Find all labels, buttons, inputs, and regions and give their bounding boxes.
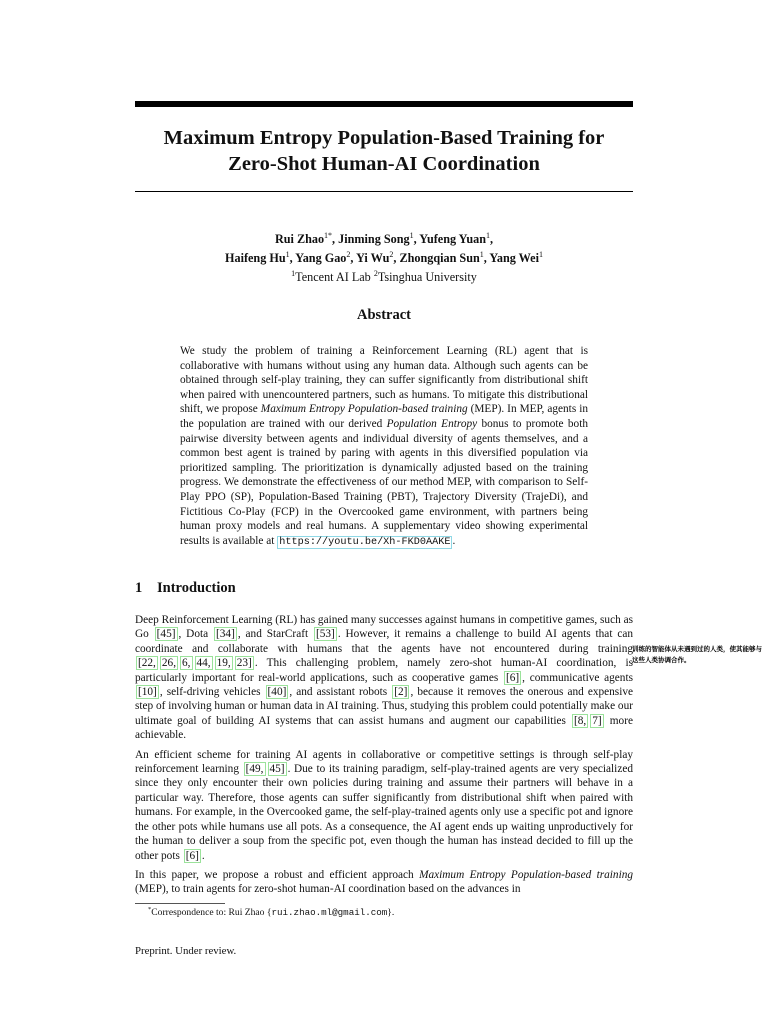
- author-affil-mark: 1*: [324, 231, 333, 240]
- citation-link[interactable]: 23]: [236, 657, 252, 670]
- paper-title: [135, 125, 633, 177]
- paragraph: Deep Reinforcement Learning (RL) has gained many successes against humans in competitive games, such as Go [45] , Dota [34] , and StarCraft [53] . However, it remains a challenge to build AI agents that can coordinate and collaborate with humans that the agents have not encountered during training [22, 26, 6, 44, 19, 23] . This challenging problem, namely zero-shot human-AI coordination, is particularly important for real-world applications, such as cooperative games [6] , communicative agents [10] , self-driving vehicles [40] , and assistant robots [2] , because it removes the onerous and expensive step of involving human or human data in AI training. Thus, studying this problem could potentially make our ultimate goal of building AI systems that can assist humans and augment our capabilities [8, 7] more achievable.: [135, 614, 634, 742]
- footnote-mark: *: [148, 906, 152, 913]
- citation-link[interactable]: [34]: [216, 628, 235, 641]
- author-name: Yi Wu: [356, 251, 390, 266]
- author-name: Haifeng Hu: [225, 251, 286, 266]
- author-name: Jinming Song: [338, 232, 410, 247]
- author-name: Rui Zhao: [274, 232, 325, 247]
- title-line-1: Maximum Entropy Population-Based Training for: [163, 127, 605, 149]
- affiliation: Tsinghua University: [377, 270, 477, 285]
- affiliation: Tencent AI Lab: [295, 270, 371, 285]
- affil-mark: 2: [373, 269, 378, 279]
- intro-body: [135, 613, 633, 902]
- author-line-1: Rui Zhao$^{1*}$, Jinming Song$^1$, Yufeng Yuan$^1$,: [274, 231, 494, 247]
- citation-link[interactable]: 6,: [182, 657, 191, 670]
- paragraph: An efficient scheme for training AI agents in collaborative or competitive settings is through self-play reinforcement learning [49, 45] . Due to its training paradigm, self-play-trained agents are very specialized since they only encounter their own policies during training and assume their partners will behave in a particular way. Therefore, those agents can suffer significantly from distributional shift when paired with humans. For example, in the Overcooked game, the self-play-trained agents only use a specific pot and ignore the other pots while humans use all pots. As a consequence, the AI agent ends up waiting unproductively for the human to deliver a soup from the specific pot, even though the human has instead decided to fill up the other pots [6] .: [135, 748, 634, 862]
- citation-link[interactable]: 45]: [269, 763, 285, 776]
- abstract-body: We study the problem of training a Reinforcement Learning (RL) agent that is collaborative with humans without using any human data. Although such agents can be obtained through self-play training, they can suffer significantly from distributional shift when paired with unencountered partners, such as humans. To mitigate this distributional shift, we propose Maximum Entropy Population-based training (MEP). In MEP, agents in the population are trained with our derived Population Entropy bonus to promote both pairwise diversity between agents and individual diversity of agents themselves, and a common best agent is trained by paring with agents in this diversified population via prioritized sampling. The prioritization is dynamically adjusted based on the training progress. We demonstrate the effectiveness of our method MEP, with comparison to Self-Play PPO (SP), Population-Based Training (PBT), Trajectory Diversity (TrajeDi), and Fictitious Co-Play (FCP) in the Overcooked game environment, with partners being human proxy models and real humans. A supplementary video showing experimental results is available at https://youtu.be/Xh-FKD0AAKE .: [180, 345, 588, 548]
- citation-link[interactable]: [8,: [574, 714, 587, 727]
- paragraph: In this paper, we propose a robust and efficient approach Maximum Entropy Population-based training (MEP), to train agents for zero-shot human-AI coordination based on the advances in: [135, 868, 634, 896]
- author-line-2: Haifeng Hu$^1$, Yang Gao$^2$, Yi Wu$^2$, Zhongqian Sun$^1$, Yang Wei$^1$: [225, 250, 543, 266]
- author-affil-mark: 1: [285, 250, 290, 260]
- footnote-rule: [135, 903, 225, 904]
- preprint-footer: Preprint. Under review.: [135, 945, 237, 957]
- author-affil-mark: 1: [479, 250, 484, 260]
- title-line-2: Zero-Shot Human-AI Coordination: [228, 153, 540, 175]
- email-link[interactable]: rui.zhao.ml@gmail.com: [271, 907, 388, 919]
- footnote: *Correspondence to: Rui Zhao {rui.zhao.ml@gmail.com}.: [148, 906, 395, 919]
- title-top-rule: [135, 101, 633, 107]
- citation-link[interactable]: [45]: [156, 628, 176, 641]
- author-affil-mark: 1: [486, 231, 490, 240]
- author-affil-mark: 2: [389, 250, 394, 260]
- section-title: Introduction: [157, 580, 236, 596]
- section-heading: [135, 580, 236, 597]
- author-name: Yang Gao: [295, 251, 347, 266]
- margin-translation-note: 训练的智能体从未遇到过的人类，使其能够与这些人类协调合作。: [632, 645, 762, 664]
- author-name: Yang Wei: [489, 251, 539, 266]
- citation-link[interactable]: 19,: [216, 657, 231, 670]
- author-name: Yufeng Yuan: [419, 232, 486, 247]
- author-affil-mark: 2: [346, 250, 351, 260]
- citation-link[interactable]: [22,: [138, 657, 156, 670]
- citation-link[interactable]: [49,: [245, 763, 264, 776]
- video-link[interactable]: https://youtu.be/Xh-FKD0AAKE: [279, 536, 451, 548]
- citation-link[interactable]: [6]: [185, 849, 199, 862]
- citation-link[interactable]: [53]: [315, 628, 335, 641]
- citation-link[interactable]: [40]: [267, 686, 287, 699]
- author-block: [135, 228, 633, 285]
- author-name: Zhongqian Sun: [399, 251, 480, 266]
- author-affil-mark: 1: [538, 250, 543, 260]
- citation-link[interactable]: 26,: [161, 657, 177, 670]
- citation-link[interactable]: 7]: [592, 714, 602, 727]
- abstract-heading: Abstract: [357, 307, 411, 323]
- citation-link[interactable]: [10]: [138, 686, 157, 699]
- title-bottom-rule: [135, 191, 633, 192]
- section-number: 1: [135, 580, 143, 596]
- affiliations: [135, 266, 633, 285]
- author-affil-mark: 1: [409, 231, 414, 240]
- affil-mark: 1: [291, 269, 296, 279]
- citation-link[interactable]: [6]: [505, 671, 520, 684]
- citation-link[interactable]: 44,: [196, 657, 211, 670]
- citation-link[interactable]: [2]: [394, 686, 408, 699]
